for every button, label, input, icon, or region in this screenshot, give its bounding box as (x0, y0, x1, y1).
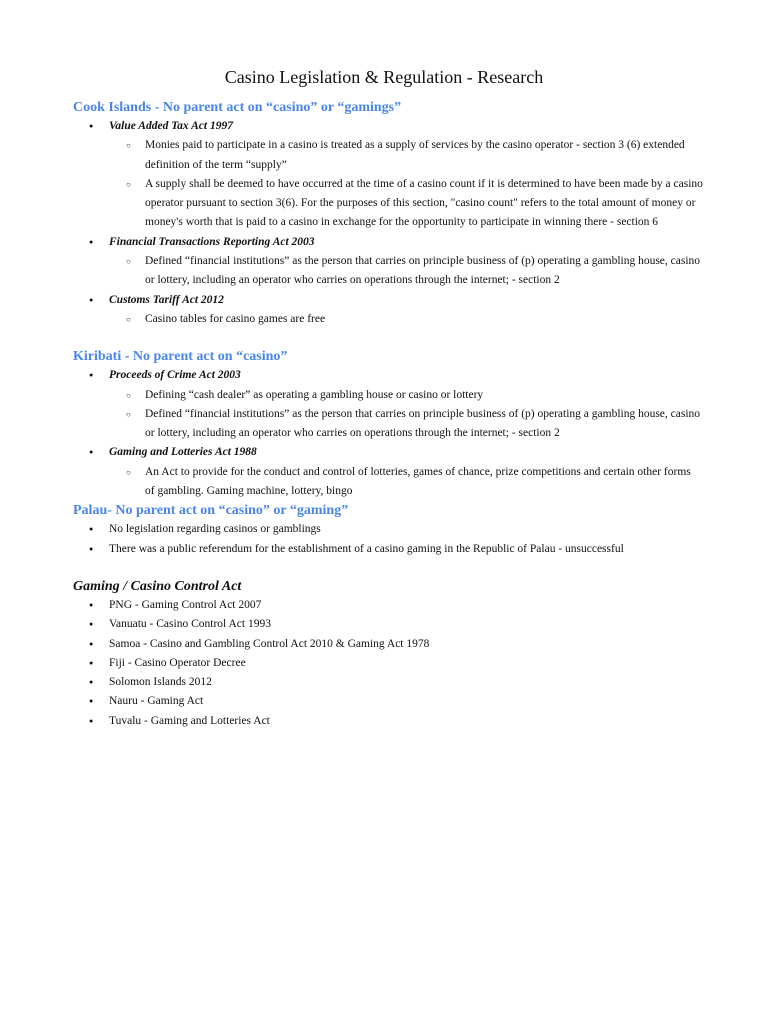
sub-list-item: ○ A supply shall be deemed to have occurred at the time of a casino count if it is determined to have been made by a casino operator pursuant to section 3(6). For the purposes of this section, "casino count" refers to the total amount of money or money's worth that is paid to a casino in exchange for the opportunity to participate in winning there - section 6 (109, 175, 703, 233)
list-item (73, 596, 703, 615)
country-act-list (73, 596, 703, 731)
list-item-text: ● Tuvalu - Gaming and Lotteries Act (109, 714, 270, 727)
act-list (73, 366, 703, 501)
list-item-text: ● Samoa - Casino and Gambling Control Act 2010 & Gaming Act 1978 (109, 637, 430, 650)
section-heading: Gaming / Casino Control Act (73, 578, 242, 594)
list-item (73, 540, 703, 559)
sub-list (109, 310, 703, 329)
act-title: ● Customs Tariff Act 2012 (109, 293, 224, 306)
section-heading: Palau- No parent act on “casino” or “gaming” (73, 503, 349, 519)
list-item (73, 615, 703, 634)
section-cook-islands (73, 98, 703, 329)
document-body (73, 98, 703, 731)
act-title: ● Gaming and Lotteries Act 1988 (109, 446, 257, 459)
list-item (73, 117, 703, 233)
list-item (73, 233, 703, 291)
section-heading: Kiribati - No parent act on “casino” (73, 349, 288, 365)
section-palau (73, 501, 703, 559)
sub-list (109, 463, 703, 502)
list-item (73, 520, 703, 539)
list-item-text: ● Nauru - Gaming Act (109, 695, 204, 708)
act-title: ● Proceeds of Crime Act 2003 (109, 369, 241, 382)
list-item-text: ● No legislation regarding casinos or gamblings (109, 523, 321, 536)
sub-list-item: ○ Defining “cash dealer” as operating a gambling house or casino or lottery (109, 386, 703, 405)
note-list (73, 520, 703, 559)
section-heading: Cook Islands - No parent act on “casino” or “gamings” (73, 100, 402, 115)
list-item-text: ● PNG - Gaming Control Act 2007 (109, 598, 262, 611)
document-title: Casino Legislation & Regulation - Research (224, 67, 544, 87)
list-item-text: ● Vanuatu - Casino Control Act 1993 (109, 618, 271, 631)
sub-list-item: ○ Casino tables for casino games are free (109, 310, 703, 329)
list-item (73, 692, 703, 711)
section-kiribati (73, 347, 703, 501)
list-item (73, 635, 703, 654)
list-item (73, 712, 703, 731)
act-title: ● Value Added Tax Act 1997 (109, 120, 233, 132)
act-title: ● Financial Transactions Reporting Act 2003 (109, 235, 315, 248)
list-item (73, 443, 703, 501)
sub-list (109, 252, 703, 291)
list-item-text: ● Solomon Islands 2012 (109, 676, 212, 689)
list-item-text: ● There was a public referendum for the establishment of a casino gaming in the Republic of Palau - unsuccessful (109, 542, 624, 555)
section-gaming-casino-control-act (73, 577, 703, 731)
sub-list-item: ○ Monies paid to participate in a casino is treated as a supply of services by the casino operator - section 3 (6) extended definition of the term “supply” (109, 136, 703, 175)
list-item (73, 673, 703, 692)
list-item (73, 291, 703, 330)
sub-list (109, 136, 703, 232)
sub-list-item: ○ Defined “financial institutions” as the person that carries on principle business of (p) operating a gambling house, casino or lottery, including an operator who carries on operations through the internet; - section 2 (109, 405, 703, 444)
act-list (73, 117, 703, 329)
list-item (73, 654, 703, 673)
sub-list-item: ○ An Act to provide for the conduct and control of lotteries, games of chance, prize competitions and certain other forms of gambling. Gaming machine, lottery, bingo (109, 463, 703, 502)
list-item-text: ● Fiji - Casino Operator Decree (109, 656, 246, 669)
sub-list (109, 386, 703, 444)
list-item (73, 366, 703, 443)
sub-list-item: ○ Defined “financial institutions” as the person that carries on principle business of (p) operating a gambling house, casino or lottery, including an operator who carries on operations through the internet; - section 2 (109, 252, 703, 291)
